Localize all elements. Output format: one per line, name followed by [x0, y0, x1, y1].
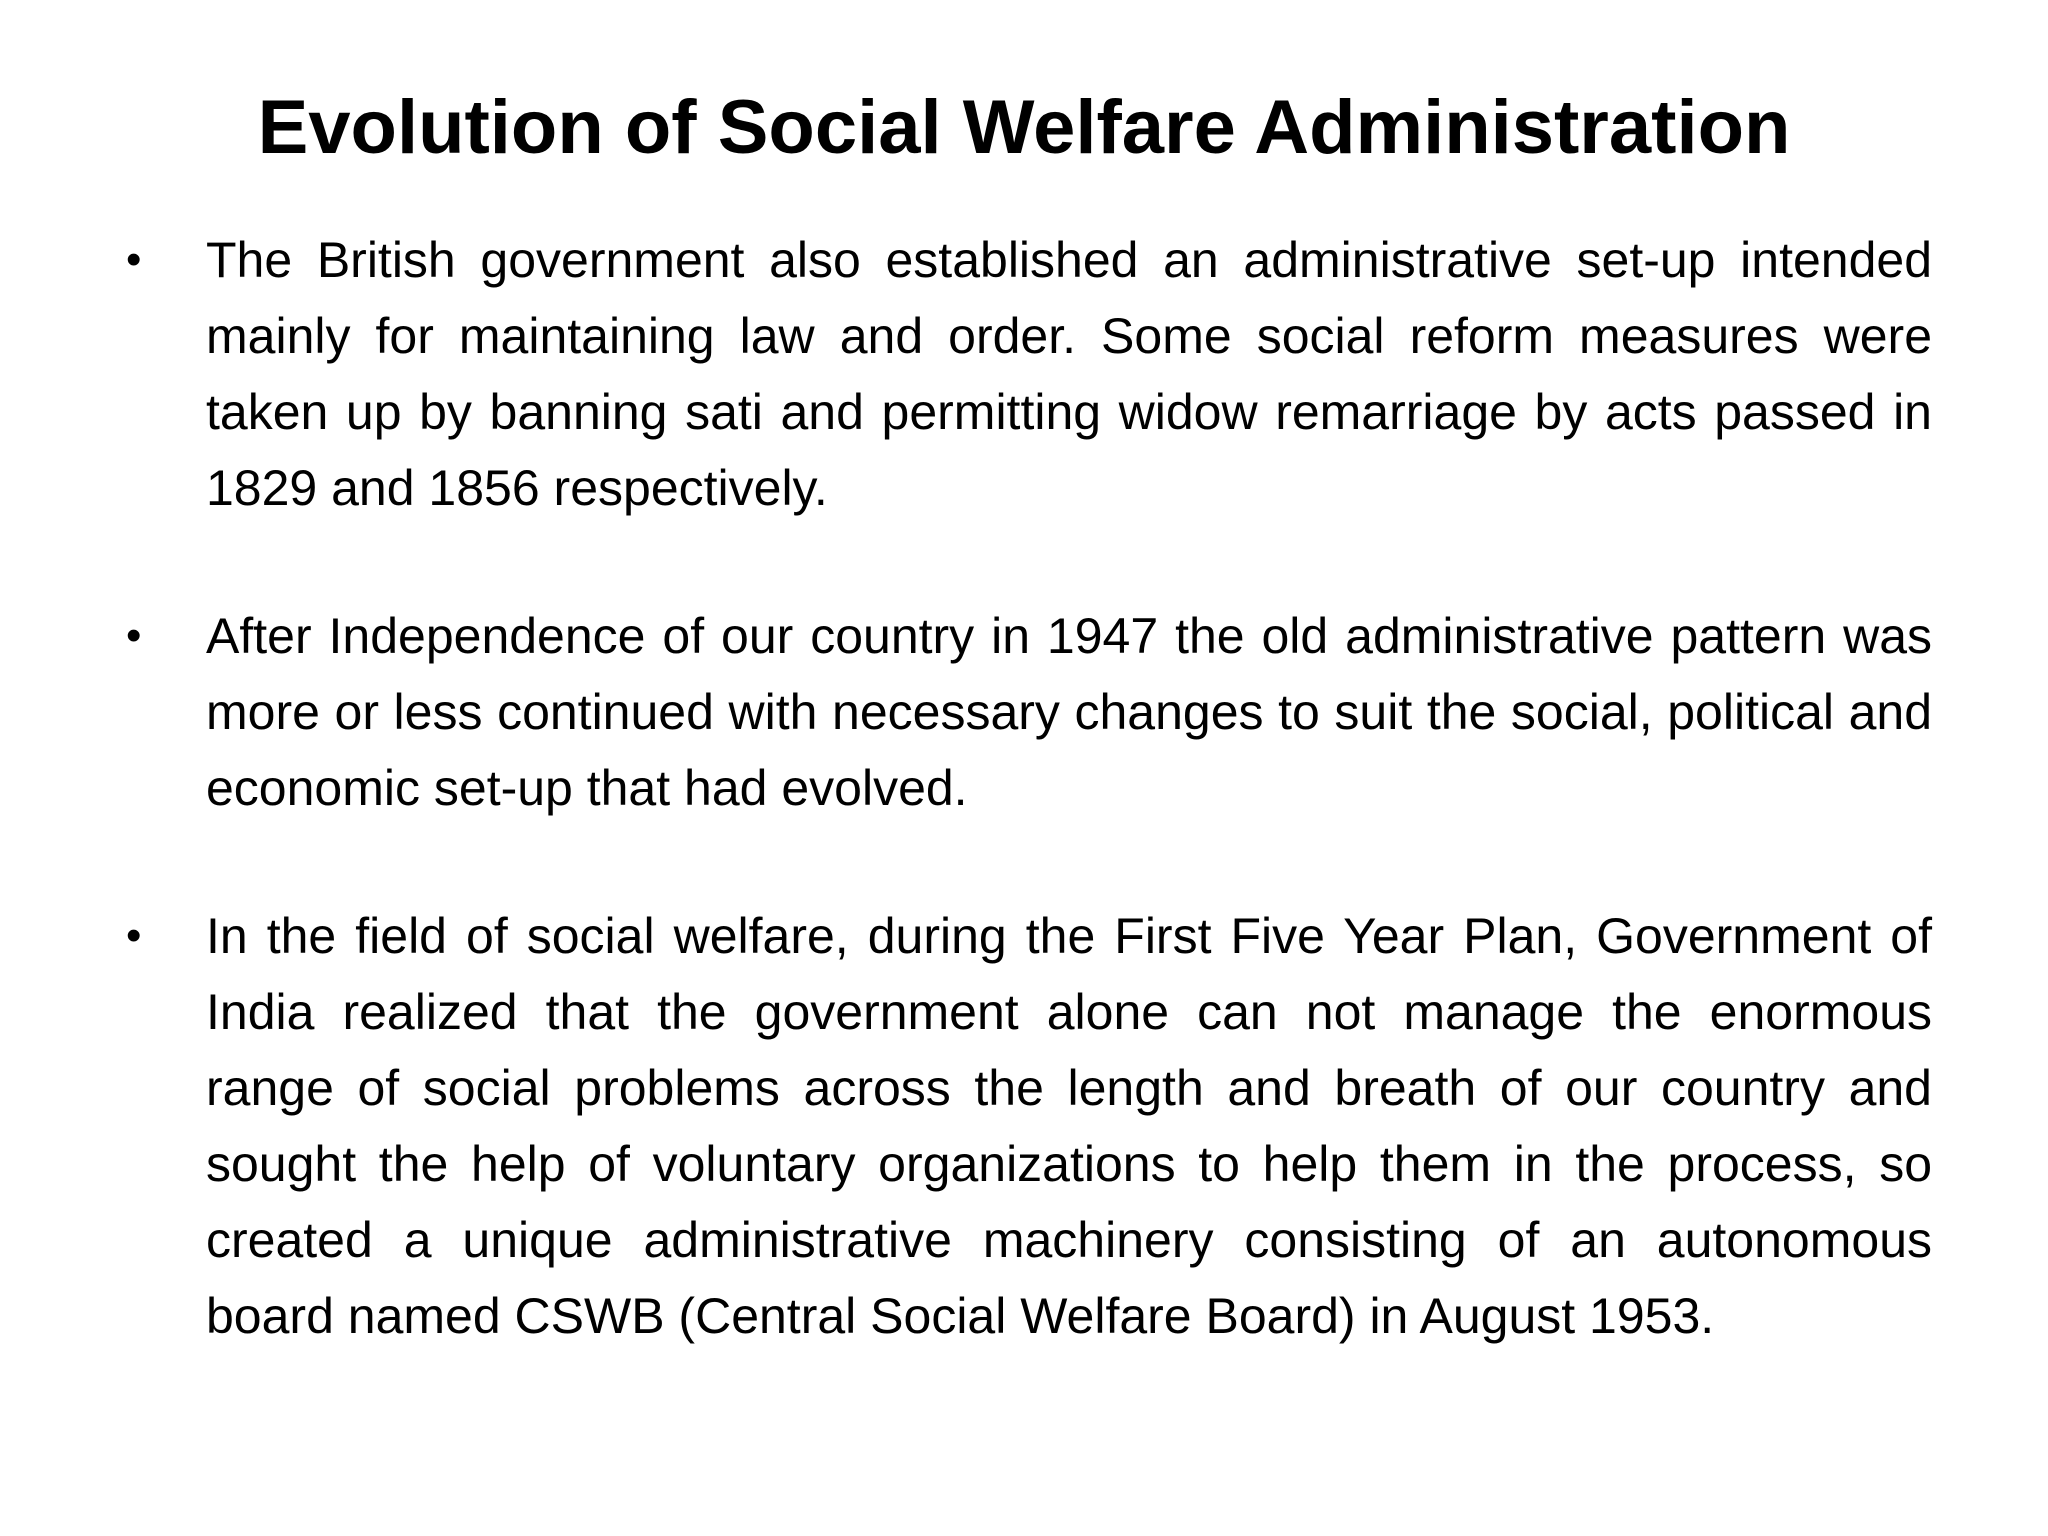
bullet-list [122, 222, 1932, 1426]
bullet-text: After Independence of our country in 1947 the old administrative pattern was more or less continued with necessary changes to suit the social, political and economic set-up that had evolved. [206, 608, 1932, 816]
bullet-marker-icon: • [126, 611, 142, 660]
bullet-item-five-year-plan [122, 898, 1932, 1354]
bullet-item-independence [122, 598, 1932, 826]
bullet-marker-icon: • [126, 235, 142, 284]
bullet-marker-icon: • [126, 911, 142, 960]
slide-title: Evolution of Social Welfare Administration [257, 85, 1791, 170]
bullet-text: In the field of social welfare, during the First Five Year Plan, Government of India realized that the government alone can not manage the enormous range of social problems across the length and breath of our country and sought the help of voluntary organizations to help them in the process, so created a unique administrative machinery consisting of an autonomous board named CSWB (Central Social Welfare Board) in August 1953. [206, 908, 1932, 1344]
bullet-item-british-setup [122, 222, 1932, 526]
bullet-text: The British government also established an administrative set-up intended mainly for maintaining law and order. Some social reform measures were taken up by banning sati and permitting widow remarriage by acts passed in 1829 and 1856 respectively. [206, 232, 1932, 516]
